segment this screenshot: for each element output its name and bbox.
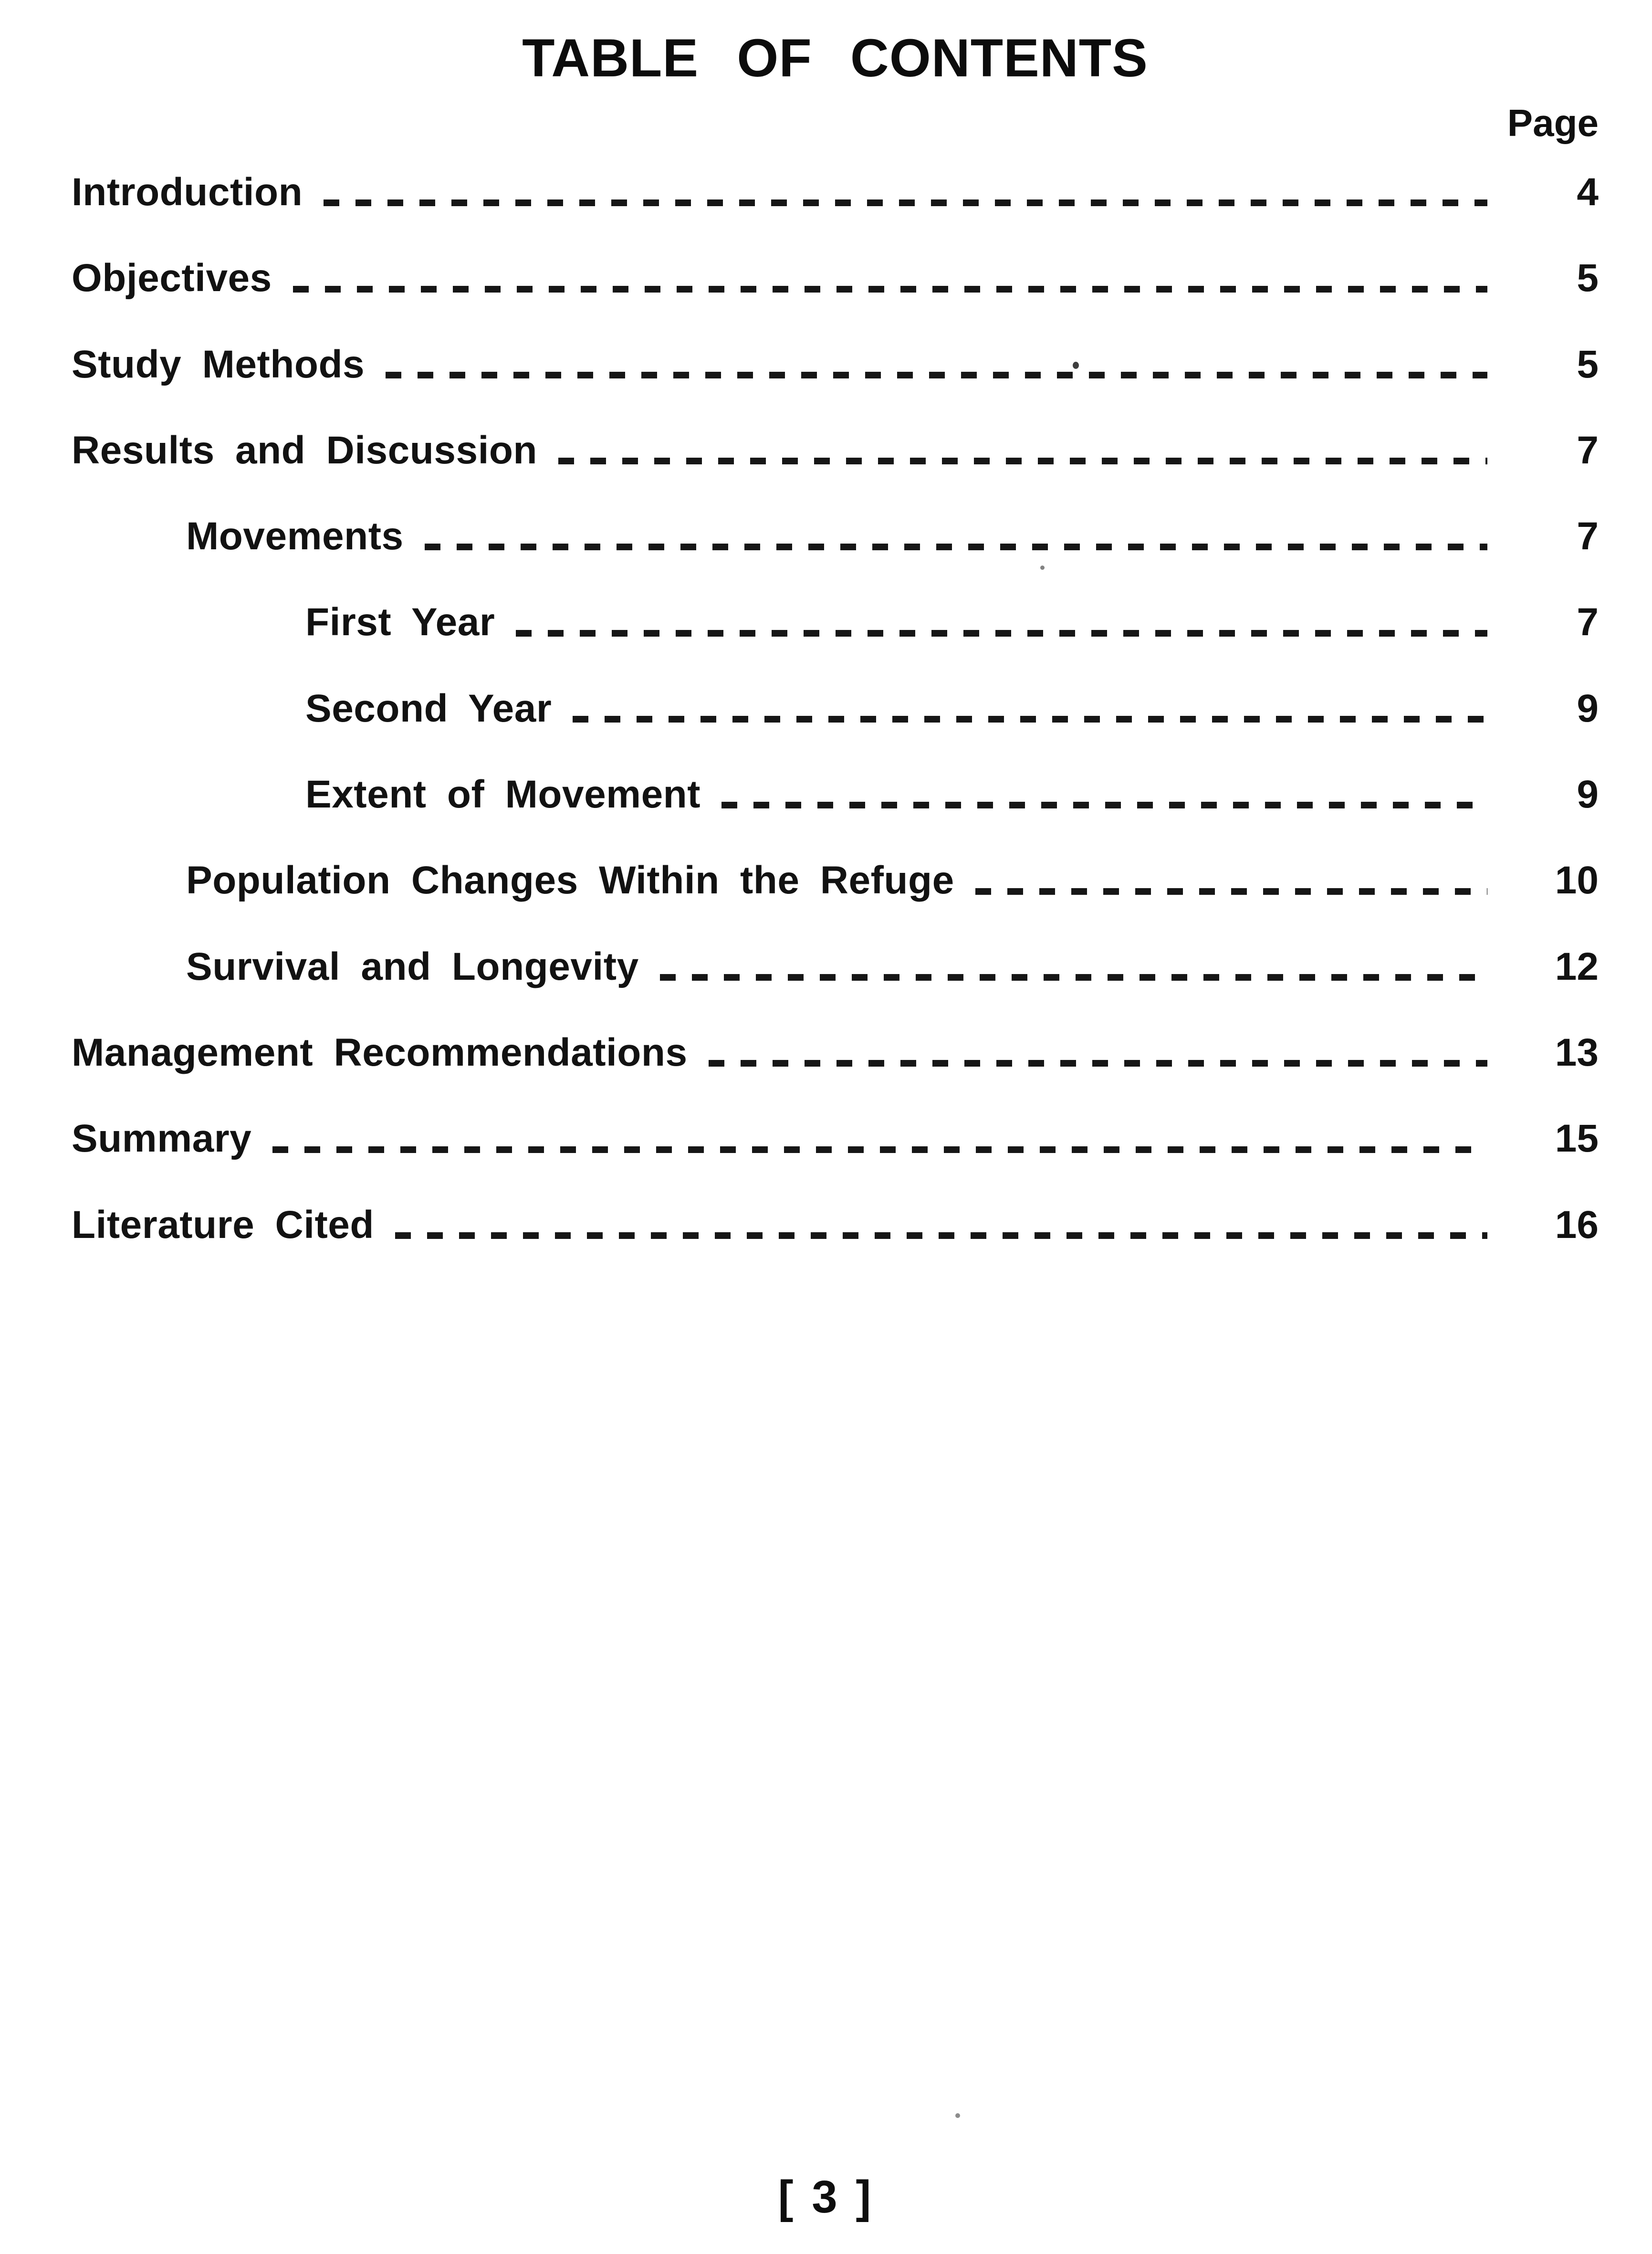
dash-leader	[324, 199, 1487, 206]
toc-entry-page-number: 4	[1577, 170, 1599, 214]
scan-speck	[1040, 566, 1045, 570]
toc-entry-label: Survival and Longevity	[186, 944, 639, 988]
dash-leader	[558, 458, 1487, 464]
dash-leader	[425, 544, 1487, 550]
toc-entry-label: Introduction	[72, 170, 303, 214]
toc-entry-label: Extent of Movement	[305, 773, 701, 817]
toc-entry-label: Results and Discussion	[72, 428, 538, 472]
toc-entry	[72, 514, 1599, 559]
dash-leader	[709, 1060, 1487, 1067]
toc-entry-label: Movements	[186, 514, 404, 558]
toc-entry	[72, 1030, 1599, 1075]
toc-entry-page-number: 7	[1577, 514, 1599, 558]
dash-leader	[395, 1232, 1487, 1239]
toc-entry-page-number: 9	[1577, 773, 1599, 817]
toc-entry-page-number: 13	[1555, 1030, 1599, 1074]
toc-entry-page-number: 5	[1577, 256, 1599, 300]
toc-entry-page-number: 12	[1555, 944, 1599, 988]
toc-entry-page-number: 9	[1577, 686, 1599, 730]
toc-entry	[72, 170, 1599, 215]
toc-entry	[72, 428, 1599, 473]
toc-entry-label: Population Changes Within the Refuge	[186, 859, 954, 902]
toc-entry-label: Literature Cited	[72, 1203, 374, 1247]
toc-entry	[72, 256, 1599, 301]
dash-leader	[386, 372, 1487, 378]
dash-leader	[293, 286, 1487, 293]
toc-entry-label: First Year	[305, 600, 495, 644]
page-column-header: Page	[1507, 102, 1599, 144]
dash-leader	[272, 1146, 1487, 1153]
scan-speck	[1073, 362, 1079, 369]
toc-entry-page-number: 5	[1577, 342, 1599, 386]
toc-entry	[72, 342, 1599, 387]
toc-entry-label: Second Year	[305, 686, 552, 730]
toc-entry-page-number: 7	[1577, 600, 1599, 644]
page-title: TABLE OF CONTENTS	[522, 28, 1148, 88]
toc-entry	[72, 772, 1599, 817]
toc-entry	[72, 1203, 1599, 1248]
toc-entry-page-number: 10	[1555, 859, 1599, 902]
toc-entry-label: Study Methods	[72, 342, 365, 386]
dash-leader	[721, 802, 1487, 808]
toc-entry	[72, 858, 1599, 903]
toc-list	[72, 170, 1599, 1248]
toc-entry-label: Management Recommendations	[72, 1030, 688, 1074]
toc-entry-label: Summary	[72, 1117, 252, 1161]
toc-entry-page-number: 15	[1555, 1117, 1599, 1161]
dash-leader	[516, 630, 1487, 637]
dash-leader	[573, 716, 1487, 723]
toc-entry	[72, 944, 1599, 989]
toc-entry	[72, 1116, 1599, 1161]
dash-leader	[660, 974, 1487, 981]
toc-entry-page-number: 16	[1555, 1203, 1599, 1247]
toc-entry-page-number: 7	[1577, 428, 1599, 472]
toc-entry	[72, 600, 1599, 645]
toc-entry-label: Objectives	[72, 256, 272, 300]
folio-page-number: [ 3 ]	[778, 2171, 874, 2223]
toc-entry	[72, 686, 1599, 731]
scan-speck	[955, 2113, 960, 2118]
dash-leader	[975, 888, 1487, 895]
